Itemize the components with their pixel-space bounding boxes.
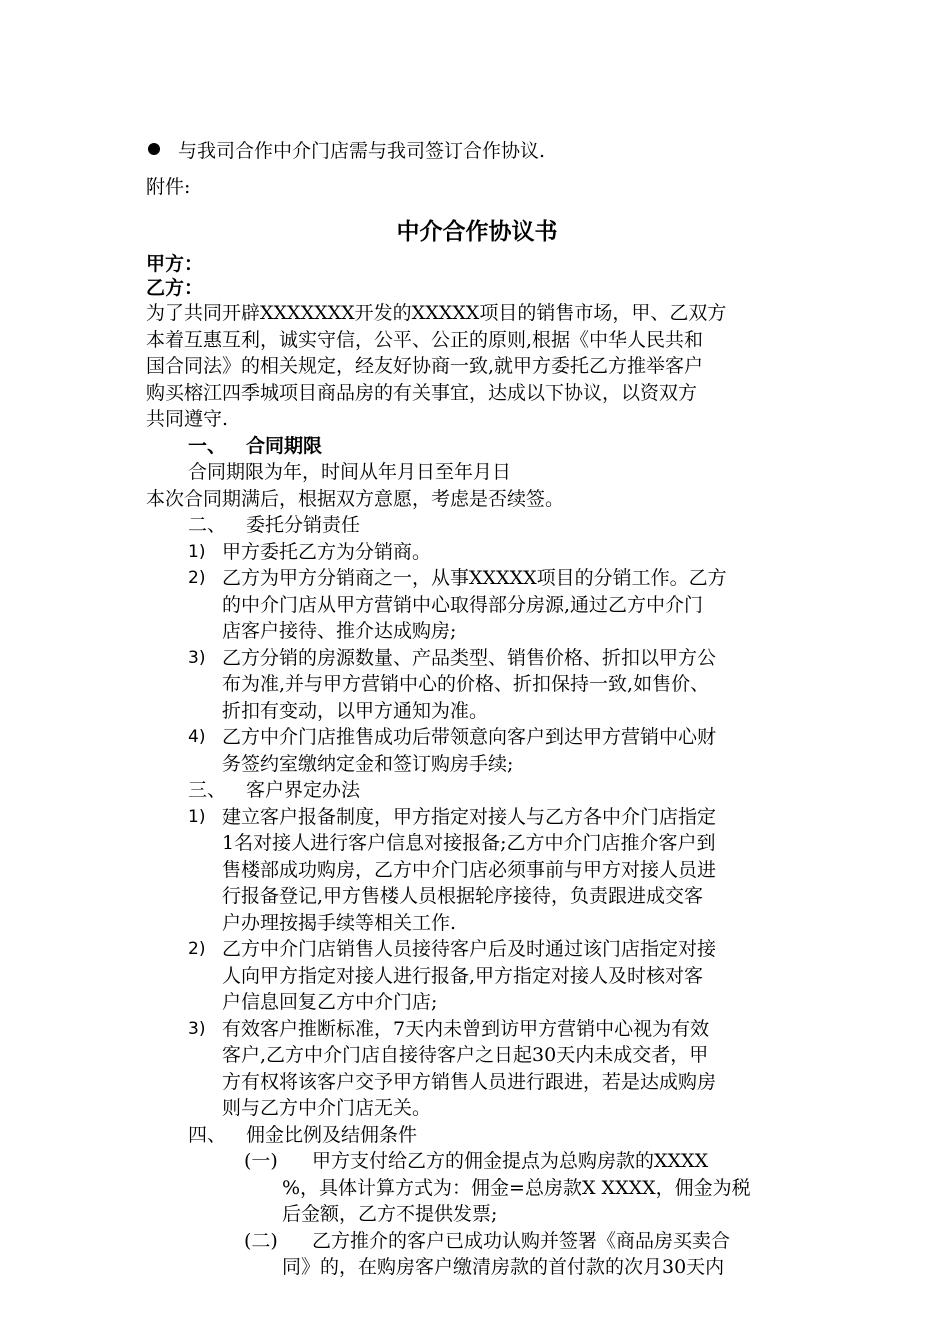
term-line: 合同期限为年，时间从年月日至年月日: [188, 461, 512, 483]
section-number: 四、: [188, 1123, 227, 1146]
item-line: 乙方中介门店销售人员接待客户后及时通过该门店指定对接: [222, 938, 717, 960]
section-heading-term: [146, 433, 808, 460]
intro-line: 共同遵守.: [146, 408, 229, 430]
item-number: 1): [188, 541, 206, 562]
sub-item-line: 乙方推介的客户已成功认购并签署《商品房买卖合: [312, 1229, 731, 1252]
document-title: 中介合作协议书: [396, 219, 558, 245]
item-number: 4): [188, 727, 206, 747]
list-item: [146, 804, 808, 937]
item-line: 行报备登记,甲方售楼人员根据轮序接待，负责跟进成交客: [222, 885, 704, 907]
section-title: 合同期限: [246, 434, 323, 457]
sub-item-line: %，具体计算方式为：佣金=总房款X XXXX，佣金为税: [282, 1176, 751, 1199]
party-b-label: 乙方：: [146, 277, 204, 299]
intro-paragraph: [146, 300, 808, 433]
item-line: 乙方中介门店推售成功后带领意向客户到达甲方营销中心财: [222, 726, 717, 748]
list-item: [146, 539, 808, 566]
intro-line: 本着互惠互利，诚实守信，公平、公正的原则,根据《中华人民共和: [146, 328, 704, 351]
intro-line: 为了共同开辟XXXXXXX开发的XXXXX项目的销售市场，甲、乙双方: [146, 302, 727, 324]
item-line: 1名对接人进行客户信息对接报备;乙方中介门店推介客户到: [222, 832, 716, 854]
item-number: 3): [188, 647, 206, 668]
section-title: 委托分销责任: [246, 514, 361, 536]
item-number: 2): [188, 568, 206, 588]
intro-line: 购买榕江四季城项目商品房的有关事宜，达成以下协议，以资双方: [146, 381, 698, 404]
item-line: 户信息回复乙方中介门店;: [222, 991, 438, 1013]
sub-item-line: 同》的，在购房客户缴清房款的首付款的次月30天内: [282, 1256, 725, 1278]
section-title: 佣金比例及结佣条件: [246, 1123, 418, 1146]
section-number: 三、: [188, 779, 227, 801]
item-number: 1): [188, 806, 206, 827]
item-line: 的中介门店从甲方营销中心取得部分房源,通过乙方中介门: [222, 593, 704, 616]
item-line: 客户,乙方中介门店自接待客户之日起30天内未成交者，甲: [222, 1044, 709, 1066]
list-item: [146, 565, 808, 645]
item-line: 则与乙方中介门店无关。: [222, 1097, 432, 1119]
attachment-label: 附件:: [146, 176, 191, 198]
item-number: 2): [188, 939, 206, 959]
bullet-note: [146, 134, 808, 164]
party-a-label: 甲方：: [146, 253, 204, 275]
bullet-note-text: 与我司合作中介门店需与我司签订合作协议.: [178, 139, 546, 162]
item-line: 乙方为甲方分销商之一，从事XXXXX项目的分销工作。乙方: [222, 567, 727, 589]
list-item: [146, 724, 808, 777]
item-line: 折扣有变动，以甲方通知为准。: [222, 699, 489, 722]
item-line: 务签约室缴纳定金和签订购房手续;: [222, 752, 514, 775]
list-item: [146, 936, 808, 1016]
sub-item: [146, 1228, 808, 1281]
section-heading-entrustment: [146, 512, 808, 539]
item-line: 甲方委托乙方为分销商。: [222, 540, 432, 563]
item-line: 布为准,并与甲方营销中心的价格、折扣保持一致,如售价、: [222, 673, 710, 695]
sub-item-number: (二): [244, 1229, 278, 1252]
item-line: 售楼部成功购房，乙方中介门店必须事前与甲方对接人员进: [222, 858, 717, 881]
intro-line: 国合同法》的相关规定，经友好协商一致,就甲方委托乙方推举客户: [146, 355, 704, 377]
item-line: 人向甲方指定对接人进行报备,甲方指定对接人及时核对客: [222, 964, 704, 987]
item-line: 建立客户报备制度，甲方指定对接人与乙方各中介门店指定: [222, 805, 717, 828]
item-line: 有效客户推断标准，7天内未曾到访甲方营销中心视为有效: [222, 1017, 710, 1040]
item-line: 方有权将该客户交予甲方销售人员进行跟进，若是达成购房: [222, 1070, 717, 1093]
section-title: 客户界定办法: [246, 779, 361, 801]
sub-item-number: (一): [244, 1150, 278, 1172]
list-item: [146, 1016, 808, 1122]
renewal-line: 本次合同期满后，根据双方意愿，考虑是否续签。: [146, 487, 565, 510]
section-number: 一、: [188, 434, 227, 457]
sub-item-line: 后金额，乙方不提供发票;: [282, 1203, 498, 1225]
section-heading-client-definition: [146, 777, 808, 804]
item-number: 3): [188, 1018, 206, 1039]
item-line: 乙方分销的房源数量、产品类型、销售价格、折扣以甲方公: [222, 646, 717, 669]
bullet-dot-icon: [148, 143, 160, 155]
list-item: [146, 645, 808, 725]
sub-item-line: 甲方支付给乙方的佣金提点为总购房款的XXXX: [312, 1150, 709, 1172]
section-number: 二、: [188, 514, 227, 536]
item-line: 户办理按揭手续等相关工作.: [222, 911, 457, 934]
item-line: 店客户接待、推介达成购房;: [222, 620, 457, 642]
sub-item: [146, 1148, 808, 1228]
section-heading-commission: [146, 1122, 808, 1149]
document-page: [146, 134, 808, 1281]
